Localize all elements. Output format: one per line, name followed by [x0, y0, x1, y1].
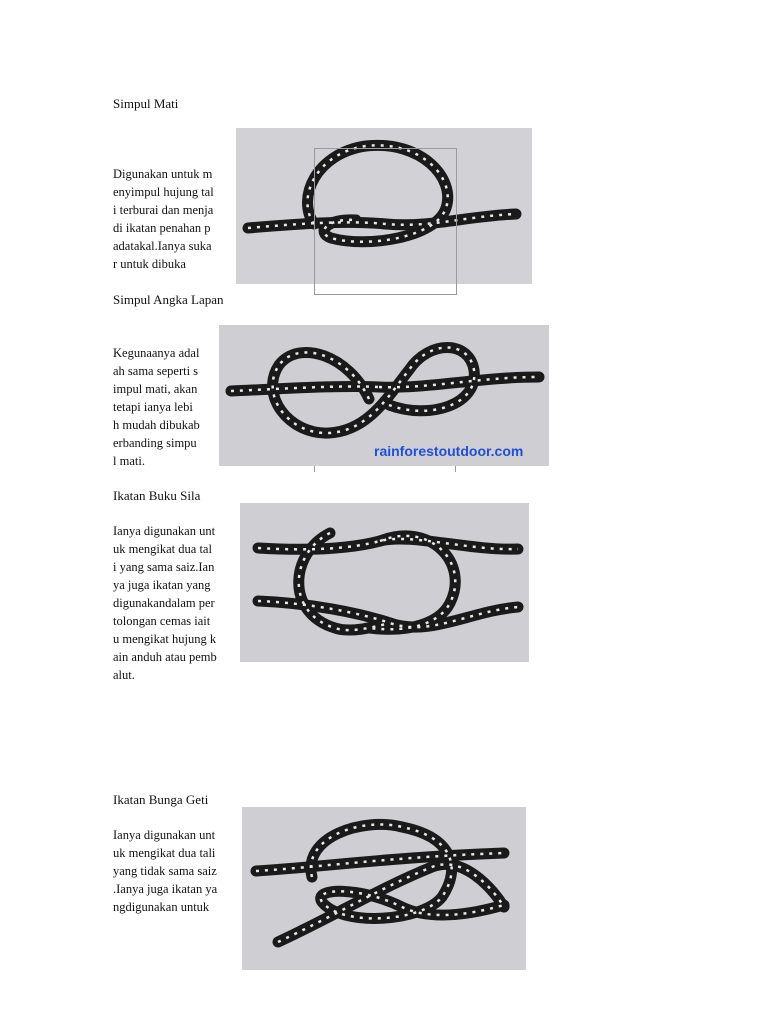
- section-title-simpul-mati: Simpul Mati: [113, 96, 179, 111]
- desc-line: tetapi ianya lebi: [113, 400, 193, 414]
- desc-line: i terburai dan menja: [113, 203, 214, 217]
- desc-line: .Ianya juga ikatan ya: [113, 882, 218, 896]
- desc-line: l mati.: [113, 454, 145, 468]
- sheet-bend-knot-image: [242, 807, 526, 970]
- desc-line: digunakandalam per: [113, 596, 215, 610]
- section-desc-simpul-mati: [113, 165, 214, 273]
- figure-eight-knot-image: [219, 325, 549, 466]
- desc-line: Ianya digunakan unt: [113, 828, 216, 842]
- desc-line: adatakal.Ianya suka: [113, 239, 212, 253]
- desc-line: r untuk dibuka: [113, 257, 186, 271]
- desc-line: i yang sama saiz.Ian: [113, 560, 215, 574]
- desc-line: ah sama seperti s: [113, 364, 199, 378]
- section-desc-ikatan-buku-sila: [113, 522, 217, 684]
- desc-line: ain anduh atau pemb: [113, 650, 217, 664]
- desc-line: Kegunaanya adal: [113, 346, 200, 360]
- desc-line: ngdigunakan untuk: [113, 900, 210, 914]
- section-desc-simpul-angka-lapan: [113, 344, 200, 470]
- desc-line: di ikatan penahan p: [113, 221, 211, 235]
- desc-line: uk mengikat dua tal: [113, 542, 212, 556]
- overhand-knot-image: [236, 128, 532, 284]
- desc-line: enyimpul hujung tal: [113, 185, 214, 199]
- desc-line: erbanding simpu: [113, 436, 197, 450]
- desc-line: h mudah dibukab: [113, 418, 200, 432]
- section-title-ikatan-buku-sila: Ikatan Buku Sila: [113, 488, 201, 503]
- section-desc-ikatan-bunga-geti: [113, 826, 217, 916]
- section-title-simpul-angka-lapan: Simpul Angka Lapan: [113, 292, 224, 307]
- desc-line: ya juga ikatan yang: [113, 578, 211, 592]
- desc-line: alut.: [113, 668, 135, 682]
- frame-tick: [455, 466, 456, 472]
- watermark-text: rainforestoutdoor.com: [374, 443, 524, 459]
- desc-line: tolongan cemas iait: [113, 614, 211, 628]
- frame-tick: [314, 466, 315, 472]
- desc-line: yang tidak sama saiz: [113, 864, 217, 878]
- section-title-ikatan-bunga-geti: Ikatan Bunga Geti: [113, 792, 209, 807]
- desc-line: uk mengikat dua tali: [113, 846, 216, 860]
- desc-line: impul mati, akan: [113, 382, 198, 396]
- desc-line: Ianya digunakan unt: [113, 524, 216, 538]
- desc-line: u mengikat hujung k: [113, 632, 217, 646]
- reef-knot-image: [240, 503, 529, 662]
- desc-line: Digunakan untuk m: [113, 167, 213, 181]
